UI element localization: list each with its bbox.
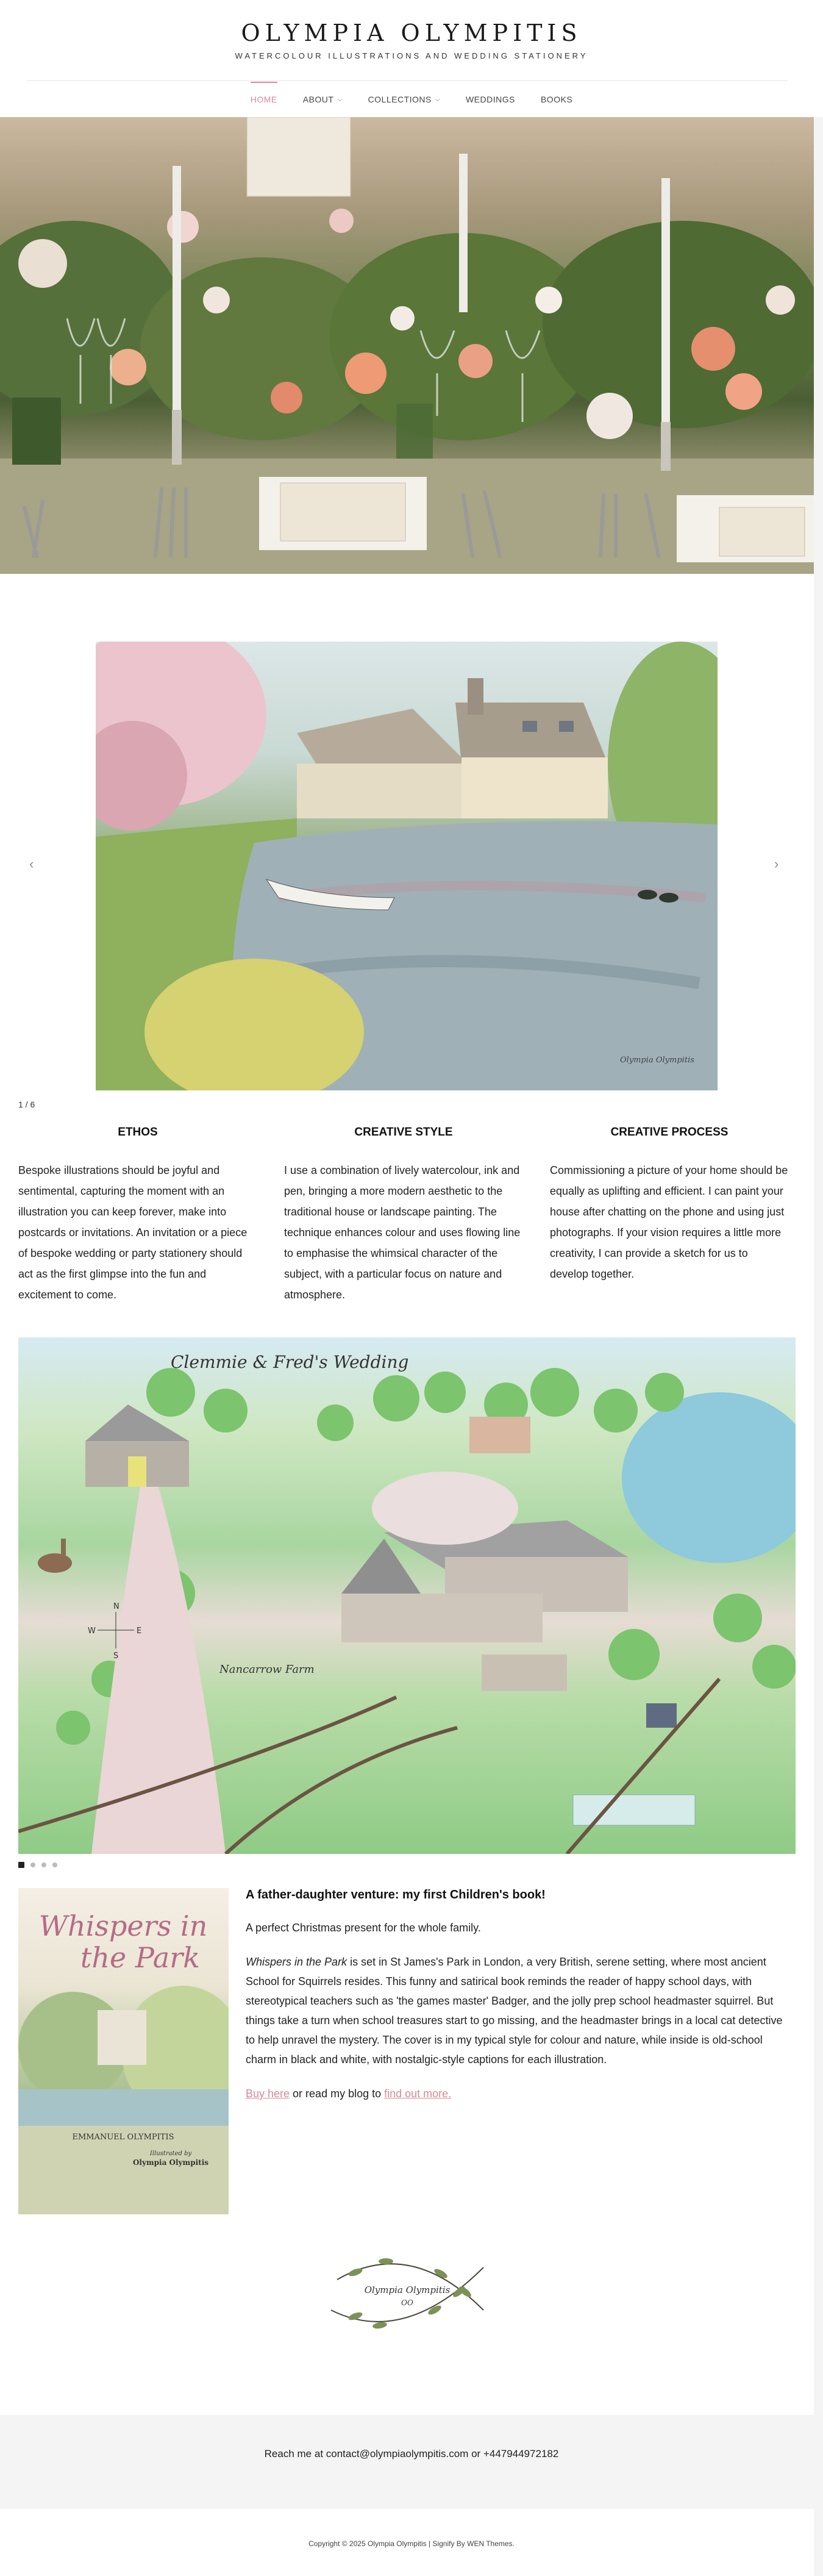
cottage-pond-painting bbox=[96, 642, 718, 1090]
creative-process-text: Commissioning a picture of your home should be equally as uplifting and efficient. I can paint your house after chatting on the phone and using just photographs. If your vision requires a little more creativity, I can provide a sketch for us to develop together. bbox=[550, 1164, 788, 1280]
hero-table-illustration bbox=[0, 117, 814, 574]
nav-home-label: HOME bbox=[250, 95, 277, 104]
about-columns bbox=[18, 1126, 796, 1305]
lake bbox=[18, 2089, 229, 2126]
painting-signature: Olympia Olympitis bbox=[620, 1056, 694, 1065]
tumbler bbox=[396, 404, 433, 459]
nav-about[interactable] bbox=[290, 89, 355, 110]
signature-name: Olympia Olympitis bbox=[364, 2284, 451, 2295]
book-synopsis bbox=[246, 1952, 794, 2069]
site-header bbox=[0, 0, 823, 117]
duck bbox=[659, 893, 679, 903]
nav-home[interactable] bbox=[238, 89, 290, 110]
deer bbox=[38, 1539, 72, 1573]
nav-weddings-label: WEDDINGS bbox=[465, 95, 515, 104]
book-subheading: A perfect Christmas present for the whole family. bbox=[246, 1922, 481, 1934]
main-nav bbox=[0, 89, 823, 111]
chevron-left-icon: ‹ bbox=[29, 856, 34, 871]
wedding-map-illustration bbox=[18, 1337, 796, 1854]
wedding-map-painting bbox=[18, 1337, 796, 1854]
signature-logo bbox=[319, 2243, 496, 2341]
creative-style-heading: CREATIVE STYLE bbox=[354, 1126, 453, 1139]
compass-north: N bbox=[113, 1602, 119, 1611]
nav-collections-label: COLLECTIONS bbox=[368, 95, 432, 104]
carousel-prev-button[interactable] bbox=[29, 856, 34, 872]
book-title-italic: Whispers in the Park bbox=[246, 1956, 347, 1968]
cover-illustrated-by: Illustrated by bbox=[149, 2150, 192, 2157]
cover-author: EMMANUEL OLYMPITIS bbox=[72, 2133, 174, 2142]
book-synopsis-text: is set in St James's Park in London, a very British, serene setting, where most ancient School for Squirrels resides. This funny and satirical book reminds the reader of happy school days, with stereotypical teachers such as 'the games master' Badger, and the jolly prep school headmaster squirrel. But things take a turn when school treasures start to go missing, and the headmaster brings in a local cat detective to help unravel the mystery. The cover is in my typical style for colour and nature, while inside is old-school charm in black and white, with nostalgic-style captions for each illustration. bbox=[246, 1956, 783, 2066]
signature-initials: OO bbox=[401, 2299, 413, 2307]
cottage bbox=[297, 678, 608, 818]
map-title: Clemmie & Fred's Wedding bbox=[171, 1352, 409, 1372]
book-description bbox=[246, 1888, 794, 2118]
carousel-dot[interactable] bbox=[30, 1862, 35, 1867]
carousel-dot[interactable] bbox=[41, 1862, 46, 1867]
hero-image bbox=[0, 117, 814, 574]
cover-title-line2: the Park bbox=[80, 1941, 201, 1974]
chevron-down-icon: ⌵ bbox=[435, 96, 440, 103]
compass-west: W bbox=[88, 1626, 96, 1636]
carousel-dot[interactable] bbox=[52, 1862, 57, 1867]
creative-process-column bbox=[550, 1126, 789, 1305]
creative-style-text: I use a combination of lively watercolour, ink and pen, bringing a more modern aesthetic to the traditional house or landscape painting. The technique enhances colour and uses flowing line to emphasise the whimsical character of the subject, with a particular focus on nature and atmosphere. bbox=[284, 1164, 521, 1301]
header-divider bbox=[27, 80, 788, 81]
tumbler bbox=[12, 398, 61, 465]
footer-contact: Reach me at contact@olympiaolympitis.com or +447944972182 bbox=[264, 2448, 559, 2460]
find-out-more-link[interactable]: find out more. bbox=[384, 2088, 452, 2100]
lake bbox=[622, 1392, 796, 1563]
chevron-down-icon: ⌵ bbox=[337, 96, 343, 103]
nav-books-label: BOOKS bbox=[540, 95, 573, 104]
book-heading: A father-daughter venture: my first Children's book! bbox=[246, 1888, 546, 1902]
cover-title-line1: Whispers in bbox=[38, 1909, 208, 1942]
chevron-right-icon: › bbox=[774, 856, 779, 871]
nav-weddings[interactable] bbox=[453, 89, 528, 110]
ethos-heading: ETHOS bbox=[118, 1126, 158, 1139]
greenhouse bbox=[573, 1795, 695, 1825]
slide-counter: 1 / 6 bbox=[18, 1100, 35, 1109]
nav-about-label: ABOUT bbox=[302, 95, 334, 104]
farm-label: Nancarrow Farm bbox=[219, 1663, 315, 1676]
nav-books[interactable] bbox=[528, 89, 585, 110]
buy-here-link[interactable]: Buy here bbox=[246, 2088, 290, 2100]
page-scrollbar[interactable] bbox=[814, 117, 823, 2576]
compass-south: S bbox=[113, 1651, 119, 1661]
carousel-next-button[interactable] bbox=[774, 856, 778, 872]
barn bbox=[85, 1404, 189, 1487]
site-tagline: WATERCOLOUR ILLUSTRATIONS AND WEDDING STATIONERY bbox=[235, 51, 588, 60]
site-title[interactable]: OLYMPIA OLYMPITIS bbox=[241, 20, 582, 46]
ethos-text: Bespoke illustrations should be joyful and sentimental, capturing the moment with an illustration you can keep forever, make into postcards or invitations. An invitation or a piece of bespoke wedding or party stationery should act as the first glimpse into the fun and excitement to come. bbox=[18, 1164, 248, 1301]
book-cover-art bbox=[18, 1888, 229, 2214]
cover-illustrator: Olympia Olympitis bbox=[132, 2158, 209, 2167]
book-links-middle: or read my blog to bbox=[290, 2088, 385, 2100]
courtyard bbox=[372, 1472, 518, 1545]
book-links bbox=[246, 2084, 794, 2103]
creative-style-column bbox=[284, 1126, 523, 1305]
carousel-dot[interactable] bbox=[18, 1862, 24, 1868]
book-cover[interactable] bbox=[18, 1888, 229, 2214]
ethos-column bbox=[18, 1126, 257, 1305]
footer-contact-band bbox=[0, 2415, 823, 2509]
carousel-slide-image bbox=[96, 642, 718, 1090]
map-carousel-dots bbox=[18, 1862, 57, 1868]
nav-collections[interactable] bbox=[355, 89, 453, 110]
illustration-carousel bbox=[0, 634, 814, 1098]
creative-process-heading: CREATIVE PROCESS bbox=[610, 1126, 729, 1139]
signature-laurel bbox=[319, 2243, 496, 2341]
palace-building bbox=[98, 2010, 146, 2065]
compass-east: E bbox=[137, 1626, 142, 1636]
duck bbox=[638, 890, 657, 900]
copyright-text: Copyright © 2025 Olympia Olympitis | Signify By WEN Themes. bbox=[308, 2539, 515, 2548]
